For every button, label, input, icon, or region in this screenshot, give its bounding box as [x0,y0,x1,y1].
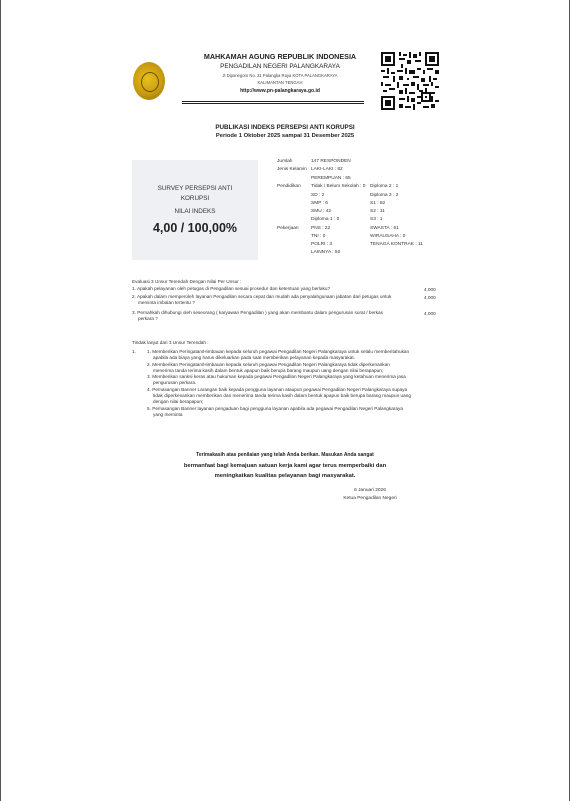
stat-value-jumlah: 147 RESPONDEN [311,159,351,164]
index-summary-box [132,160,258,260]
signature-role: Ketua Pengadilan Negeri [343,496,397,501]
stat-label-jumlah: Jumlah [277,159,293,164]
tindak-heading: Tindak lanjut dari 3 Unsur Terendah : [132,340,209,345]
evaluasi-item-2: 2. Apakah dalam memperoleh layanan Pengadilan secara cepat dan mudah ada penyalahgunaan jabatan dari petugas untuk meminta imbalan tertentu ? [132,294,392,306]
evaluasi-item-3: 3. Pernahkah dihubungi oleh seseorang ( karyawan Pengadilan ) yang akan membantu dalam pengurusan surat / berkas perkara ? [132,310,383,322]
stat-laki-laki: LAKI-LAKI : 82 [311,167,343,172]
publication-title: PUBLIKASI INDEKS PERSEPSI ANTI KORUPSI [215,124,355,131]
stat-label-jenis-kelamin: Jenis Kelamin [277,167,307,172]
tindak-list [147,349,447,418]
stat-pekerjaan: PNS : 22 [311,226,331,231]
header-institution: MAHKAMAH AGUNG REPUBLIK INDONESIA [203,52,357,61]
stat-pekerjaan: TNI : 0 [311,234,326,239]
box-label-korupsi: KORUPSI [180,195,210,202]
stat-label-pendidikan: Pendidikan [277,184,301,189]
tindak-item: 5. Pemasangan Banner layanan pengaduan bagi pengguna layanan apabila ada pegawai Pengadilan Negeri Palangkaraya yang meminta [147,405,403,417]
stat-pendidikan: SD : 2 [311,193,325,198]
header-province: KALIMANTAN TENGAH [257,80,303,85]
header-address: Jl Diponegoro No. 21 Palangka Raya KOTA PALANGKARAYA [222,73,338,78]
tindak-item: 3. Memberikan sanksi keras atau hukuman kepada pegawai Pengadilan Negeri Palangkaraya yang ketahuan menerima jasa pengurusan perkara. [147,374,406,386]
stat-pendidikan: Diploma 1 : 0 [311,217,340,222]
evaluasi-value-2: 4.000 [424,295,436,300]
evaluasi-value-3: 4.000 [424,311,436,316]
evaluasi-item-1: 1. Apakah pelayanan oleh petugas di Pengadilan sesuai prosedur dan ketentuan yang berlaku? [132,286,331,291]
header-divider [182,101,364,104]
stat-pekerjaan: POLRI : 3 [311,242,333,247]
publication-period: Periode 1 Oktober 2025 sampai 31 Desember 2025 [215,133,355,139]
evaluasi-value-1: 4.000 [424,287,436,292]
stat-pendidikan: Diploma 3 : 2 [370,193,399,198]
stat-pekerjaan: TENAGA KONTRAK : 11 [370,242,423,247]
evaluasi-heading: Evaluasi 3 Unsur Terendah Dengan Nilai Per Unsur : [132,279,242,284]
stat-pekerjaan: WIRAUSAHA : 0 [370,234,406,239]
header-court-name: PENGADILAN NEGERI PALANGKARAYA [220,63,340,70]
qr-code-icon [381,52,439,110]
box-label-nilai: NILAI INDEKS [174,208,216,215]
signature-date: 6 Januari 2026 [354,488,386,493]
tindak-outer-number: 1. [132,349,136,354]
tindak-item: 2. Memberikan Peringatan/Himbauan kepada seluruh pegawai Pengadilan Negeri Palangkaraya tidak diperkenankan menerima tanda terima kasih dalam bentuk apapun baik berupa barang maupun uang dengan nilai berapapun; [147,361,390,373]
stat-pendidikan: S1 : 82 [370,201,386,206]
box-label-survey: SURVEY PERSEPSI ANTI [157,185,233,192]
court-seal-logo [133,62,165,100]
thank-you-message: Terimakasih atas penilaian yang telah Anda berikan. Masukan Anda sangat bermanfaat bagi kemajuan satuan kerja kami agar terus memperbaiki dan meningkatkan kualitas pelayanan bagi masyarakat. [183,452,387,479]
tindak-item: 4. Pemasangan Banner Larangan baik kepada pengguna layanan ataupun pegawai Pengadilan Negeri Palangkaraya supaya tidak diperkenankan memberikan dan menerima tanda terima kasih dalam bentuk apapun baik berupa barang maupun uang dengan nilai berapapun; [147,386,411,405]
stat-pendidikan: Diploma 2 : 1 [370,184,399,189]
page-left-edge [0,0,1,801]
stat-pendidikan: SMP : 6 [311,201,328,206]
stat-pendidikan: SMU : 42 [311,209,331,214]
header-website: http://www.pn-palangkaraya.go.id [240,88,320,94]
stat-perempuan: PEREMPUAN : 65 [311,176,351,181]
stat-pendidikan: S3 : 1 [370,217,383,222]
stat-pekerjaan: LAINNYA : 50 [311,250,341,255]
stat-pendidikan: Tidak / Belum Sekolah : 0 [311,184,366,189]
index-score: 4,00 / 100,00% [152,221,238,235]
stat-pekerjaan: SWASTA : 61 [370,226,399,231]
stat-pendidikan: S2 : 11 [370,209,385,214]
tindak-item: 1. Memberikan Peringatan/Himbauan kepada seluruh pegawai Pengadilan Negeri Palangkaraya untuk selalu memberitahukan apabila ada biaya yang harus dikeluarkan pada saat memberikan pelayanan kepada masyarakat. [147,349,410,361]
stat-label-pekerjaan: Pekerjaan [277,226,299,231]
